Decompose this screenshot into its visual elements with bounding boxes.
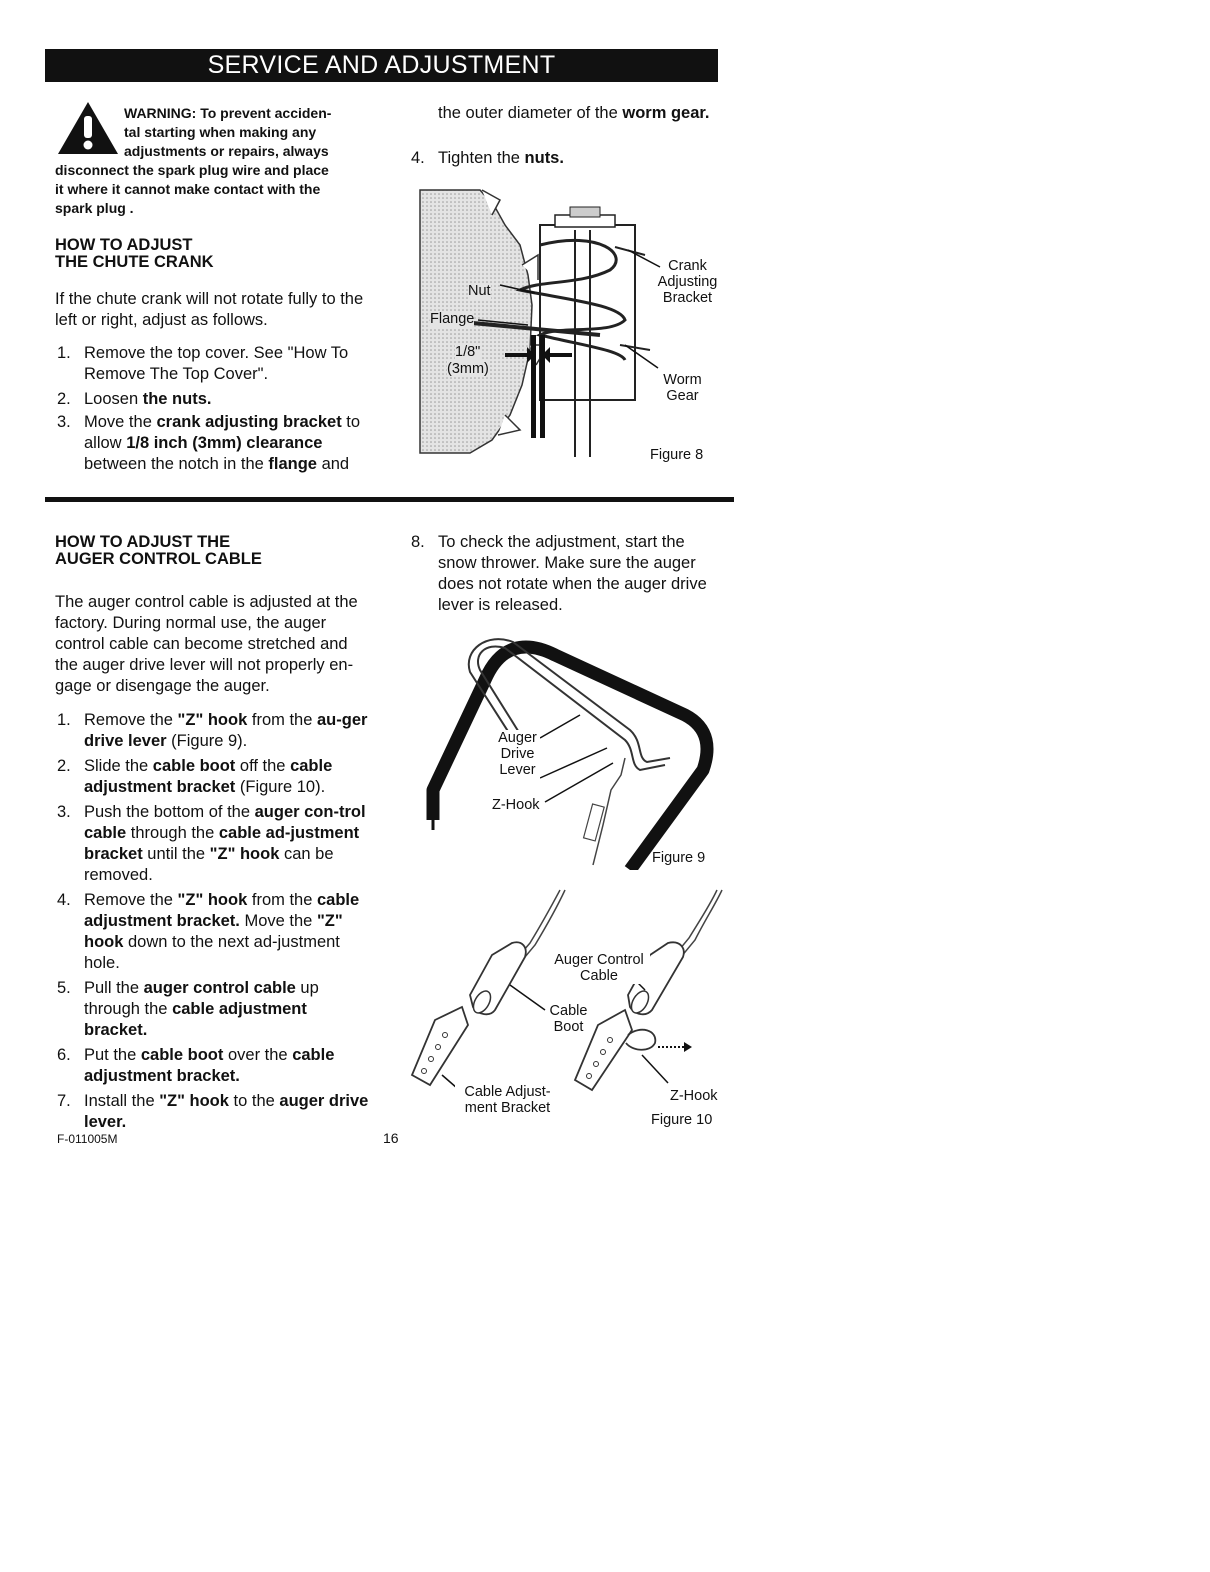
- chute-heading: HOW TO ADJUST THE CHUTE CRANK: [55, 236, 214, 271]
- figure-10-caption: Figure 10: [651, 1112, 713, 1128]
- chute-intro: If the chute crank will not rotate fully to the left or right, adjust as follows.: [55, 290, 364, 329]
- figure-9-label: Z-Hook: [492, 797, 540, 813]
- section-title: SERVICE AND ADJUSTMENT: [45, 49, 718, 82]
- figure-10-label: Auger Control Cable: [548, 952, 650, 984]
- document-code: F-011005M: [57, 1132, 118, 1146]
- list-item: 4. Remove the "Z" hook from the cable adjustment bracket. Move the "Z" hook down to the next ad-justment hole.: [57, 891, 360, 972]
- list-item: 5. Pull the auger control cable up through the cable adjustment bracket.: [57, 979, 319, 1039]
- warning-line: spark plug .: [55, 200, 134, 216]
- list-item: 7. Install the "Z" hook to the auger drive lever.: [57, 1092, 369, 1131]
- chute-steps: [55, 343, 375, 475]
- figure-8-caption: Figure 8: [650, 447, 704, 463]
- figure-8-diagram: [410, 185, 730, 475]
- list-item: 4. Tighten the nuts.: [411, 149, 564, 167]
- warning-line: tal starting when making any: [124, 124, 317, 140]
- warning-triangle-icon: [56, 100, 120, 156]
- list-item: 2. Slide the cable boot off the cable adjustment bracket (Figure 10).: [57, 757, 333, 796]
- list-item: 1. Remove the "Z" hook from the au-ger drive lever (Figure 9).: [57, 711, 368, 750]
- section-divider: [45, 497, 734, 502]
- figure-8-label: 1/8": [455, 344, 481, 360]
- warning-line: adjustments or repairs, always: [124, 143, 329, 159]
- figure-8-label: Nut: [468, 283, 491, 299]
- figure-9-label: Auger Drive Lever: [495, 730, 540, 778]
- warning-line: it where it cannot make contact with the: [55, 181, 321, 197]
- auger-steps: [55, 710, 373, 1133]
- figure-8-label: Flange: [430, 311, 475, 327]
- figure-9-caption: Figure 9: [652, 850, 706, 866]
- figure-10-diagram: [400, 885, 730, 1115]
- auger-heading: HOW TO ADJUST THE AUGER CONTROL CABLE: [55, 533, 262, 568]
- warning-line: WARNING: To prevent acciden-: [124, 105, 332, 121]
- list-item: 8. To check the adjustment, start the snow thrower. Make sure the auger does not rotate when the auger drive lever is released.: [411, 533, 707, 614]
- page-number: 16: [383, 1130, 399, 1146]
- list-item: 3. Move the crank adjusting bracket to allow 1/8 inch (3mm) clearance between the notch in the flange and: [57, 413, 361, 473]
- chute-step3-continued: the outer diameter of the worm gear.: [438, 104, 710, 122]
- figure-8-label: Crank Adjusting Bracket: [657, 258, 718, 306]
- figure-10-label: Cable Boot: [546, 1003, 591, 1035]
- auger-intro: The auger control cable is adjusted at the factory. During normal use, the auger control cable can become stretched and the auger drive lever will not properly en-gage or disengage the auger.: [55, 593, 358, 695]
- figure-8-label: (3mm): [447, 361, 489, 377]
- list-item: 3. Push the bottom of the auger con-trol cable through the cable ad-justment bracket until the "Z" hook can be removed.: [57, 803, 366, 884]
- figure-9-diagram: [425, 630, 725, 870]
- figure-10-label: Z-Hook: [670, 1088, 718, 1104]
- list-item: 6. Put the cable boot over the cable adjustment bracket.: [57, 1046, 335, 1085]
- list-item: 2. Loosen the nuts.: [57, 390, 212, 408]
- figure-10-label: Cable Adjust- ment Bracket: [455, 1084, 560, 1116]
- figure-8-label: Worm Gear: [663, 372, 702, 404]
- warning-line: disconnect the spark plug wire and place: [55, 162, 329, 178]
- list-item: 1. Remove the top cover. See "How To Remove The Top Cover".: [57, 344, 349, 383]
